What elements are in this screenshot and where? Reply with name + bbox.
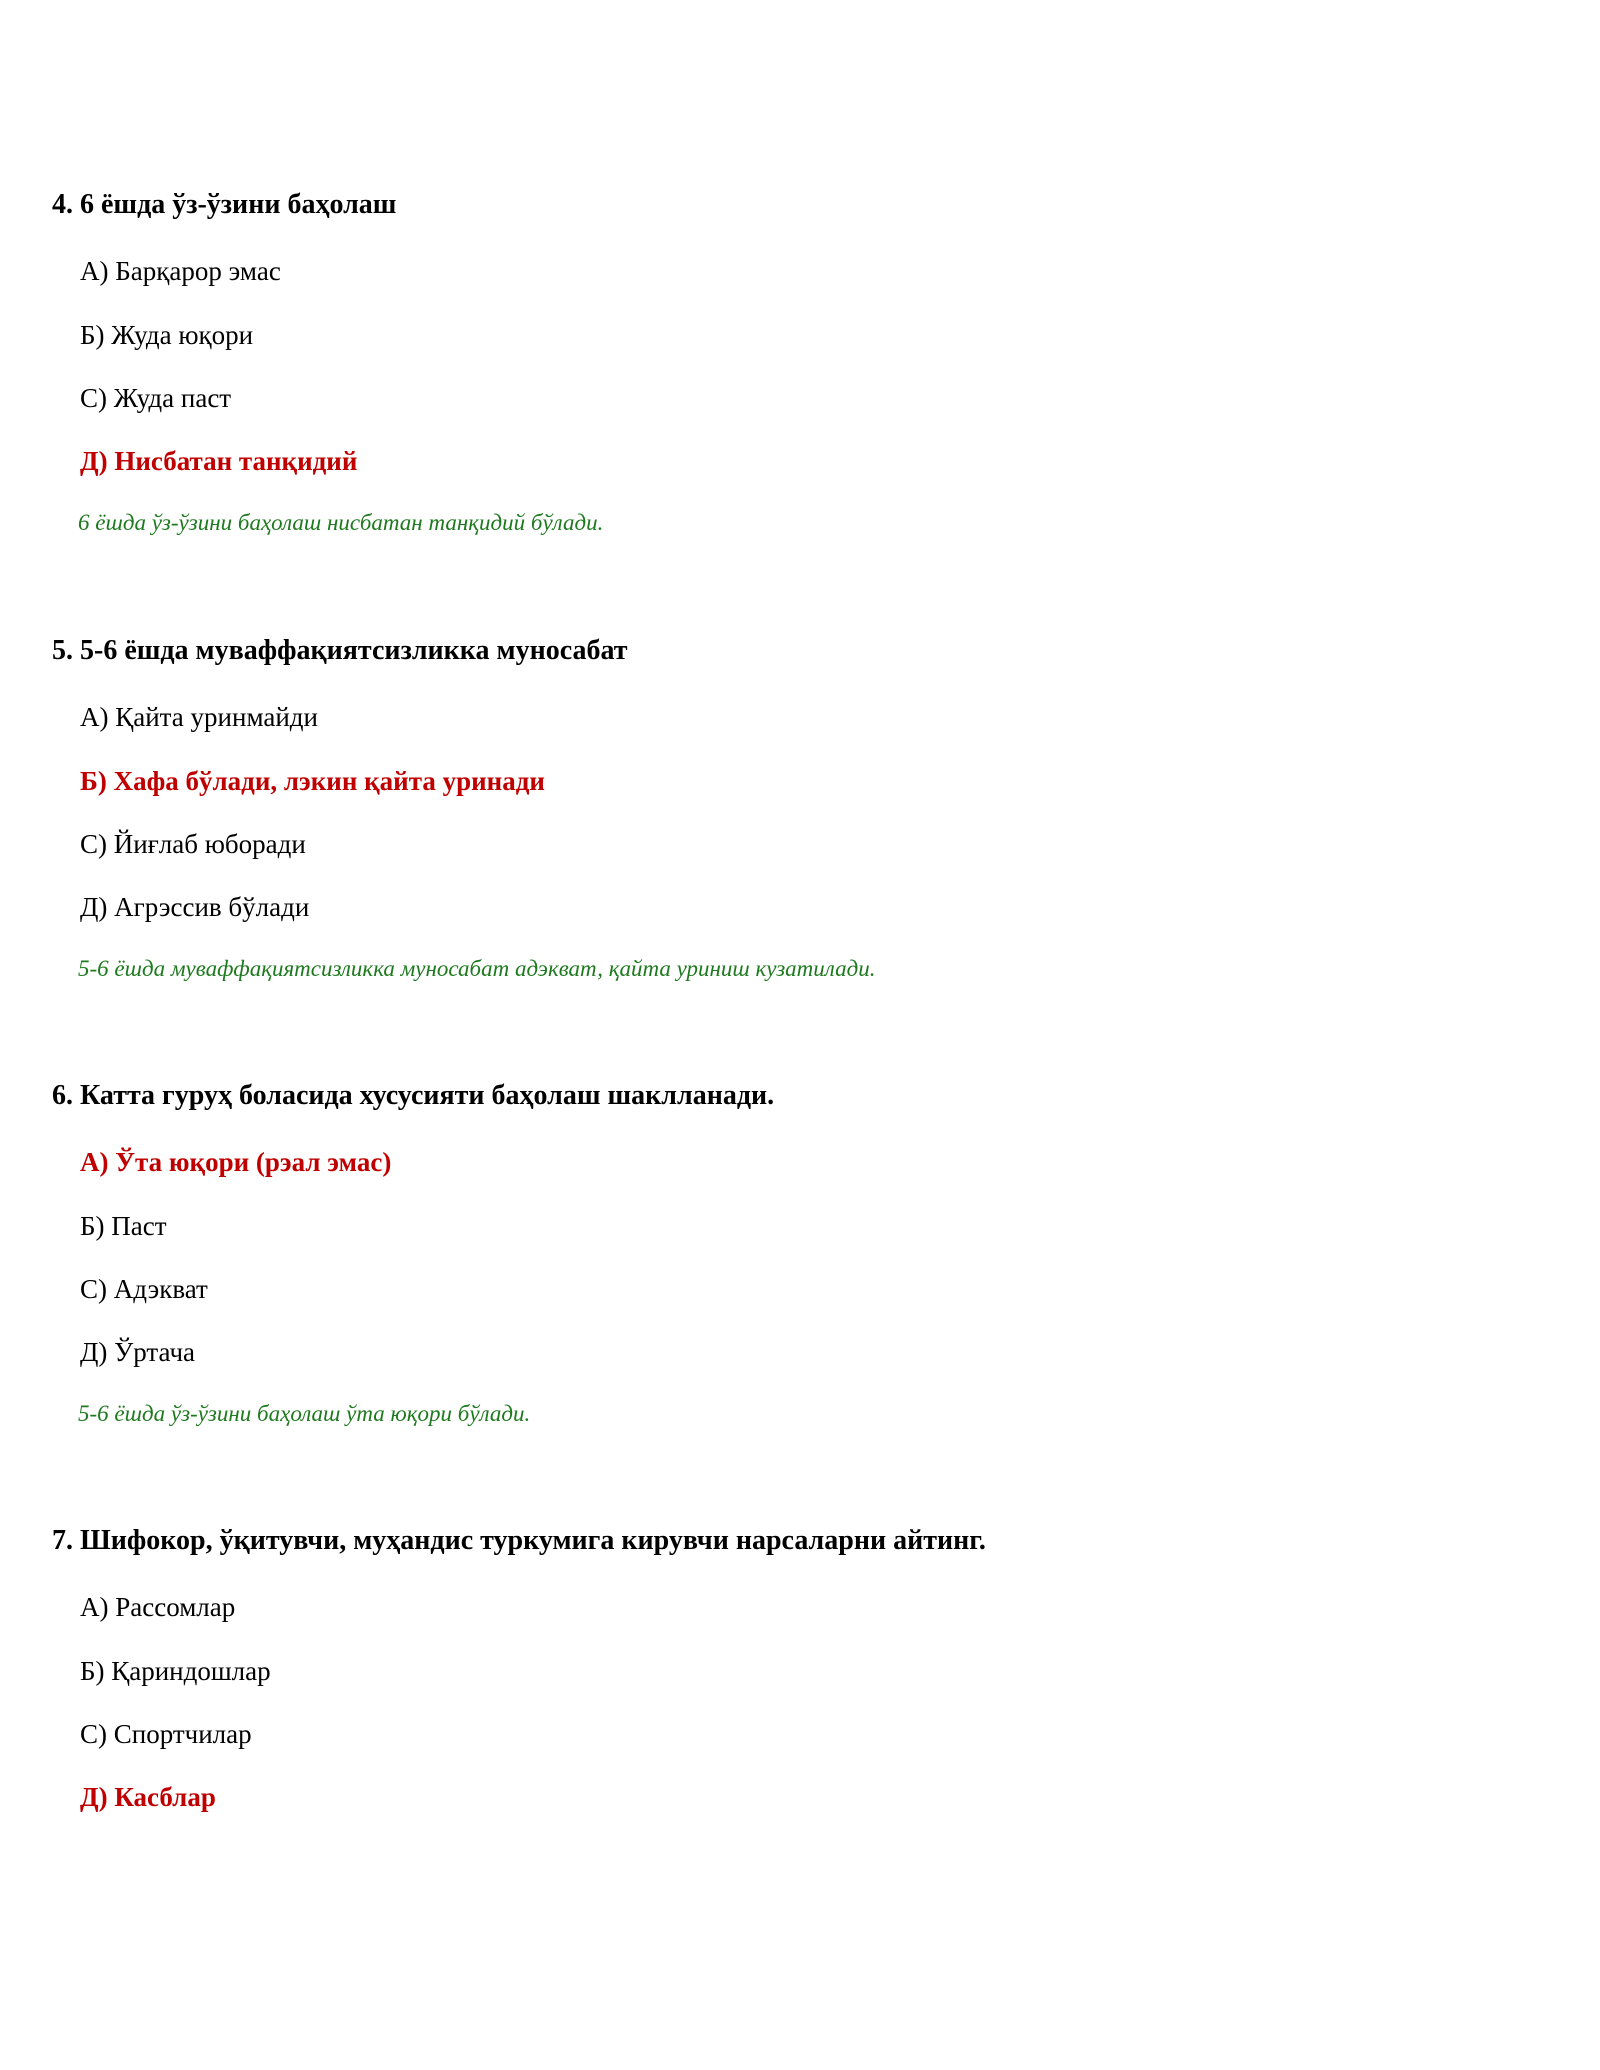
question-title: 7. Шифокор, ўқитувчи, муҳандис туркумига кирувчи нарсаларни айтинг.: [52, 1525, 986, 1556]
option-b-correct: Б) Хафа бўлади, лэкин қайта уринади: [80, 766, 545, 796]
option-d: Д) Агрэссив бўлади: [80, 892, 310, 922]
option-d: Д) Ўртача: [80, 1337, 196, 1367]
question-title: 6. Катта гуруҳ боласида хусусияти баҳолаш шаклланади.: [52, 1080, 775, 1111]
option-b: Б) Жуда юқори: [80, 320, 254, 350]
question-title: 4. 6 ёшда ўз-ўзини баҳолаш: [52, 189, 397, 220]
explanation-note: 6 ёшда ўз-ўзини баҳолаш нисбатан танқидий бўлади.: [78, 510, 604, 535]
option-d-correct: Д) Нисбатан танқидий: [80, 446, 358, 476]
option-c: С) Йиғлаб юборади: [80, 829, 306, 859]
option-c: С) Спортчилар: [80, 1719, 252, 1749]
option-d-correct: Д) Касблар: [80, 1782, 216, 1812]
option-a-correct: А) Ўта юқори (рэал эмас): [80, 1147, 392, 1177]
option-b: Б) Қариндошлар: [80, 1656, 271, 1686]
explanation-note: 5-6 ёшда муваффақиятсизликка муносабат адэкват, қайта уриниш кузатилади.: [78, 956, 876, 981]
question-title: 5. 5-6 ёшда муваффақиятсизликка муносабат: [52, 635, 628, 666]
option-c: С) Жуда паст: [80, 383, 232, 413]
option-a: А) Барқарор эмас: [80, 256, 281, 286]
option-b: Б) Паст: [80, 1211, 167, 1241]
option-a: А) Қайта уринмайди: [80, 702, 318, 732]
option-c: С) Адэкват: [80, 1274, 208, 1304]
explanation-note: 5-6 ёшда ўз-ўзини баҳолаш ўта юқори бўлади.: [78, 1401, 531, 1426]
option-a: А) Рассомлар: [80, 1592, 236, 1622]
